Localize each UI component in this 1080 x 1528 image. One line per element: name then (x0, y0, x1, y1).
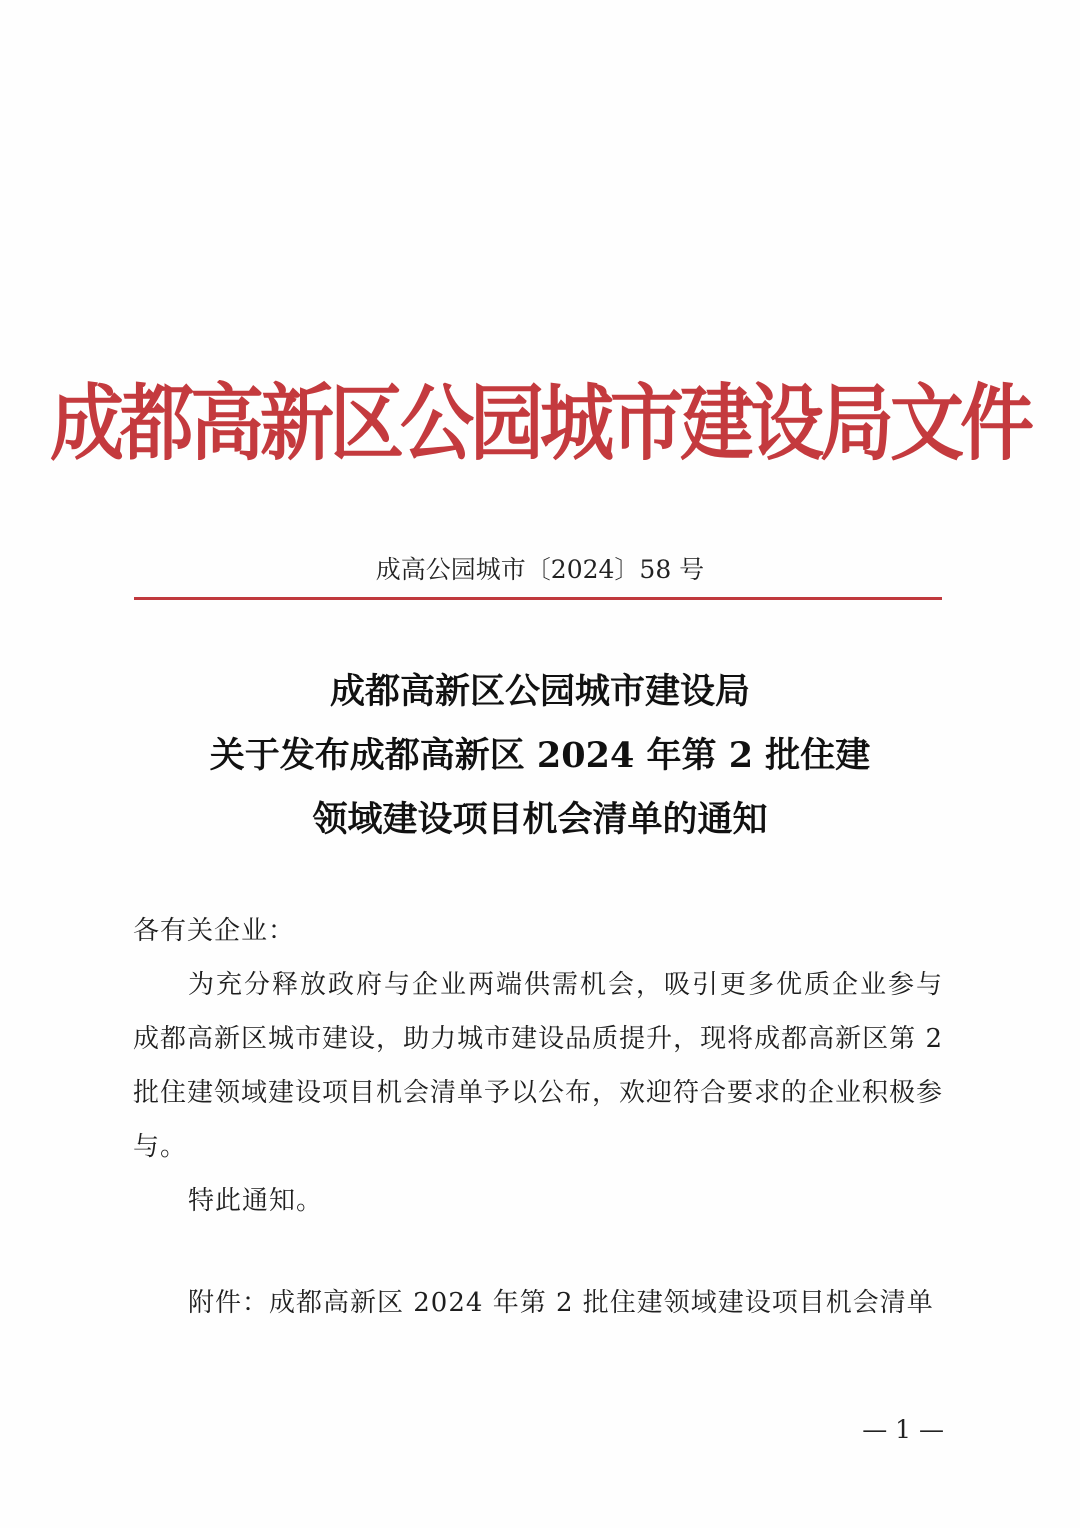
notice-body (133, 904, 943, 1228)
notice-title (0, 660, 1080, 852)
notice-title-line-1: 成都高新区公园城市建设局 (329, 671, 750, 712)
document-number: 成高公园城市〔2024〕58 号 (375, 555, 705, 584)
notice-title-line-3: 领域建设项目机会清单的通知 (312, 799, 768, 840)
closing-line: 特此通知。 (188, 1186, 324, 1216)
salutation: 各有关企业： (133, 916, 296, 946)
page-number: — 1 — (862, 1415, 944, 1444)
red-divider-line (134, 597, 942, 600)
body-paragraph: 为充分释放政府与企业两端供需机会，吸引更多优质企业参与成都高新区城市建设，助力城市建设品质提升，现将成都高新区第 2 批住建领域建设项目机会清单予以公布，欢迎符合要求的企业积极参与。 (133, 970, 944, 1162)
attachment-line: 附件：成都高新区 2024 年第 2 批住建领域建设项目机会清单 (188, 1288, 934, 1318)
notice-title-line-2: 关于发布成都高新区 2024 年第 2 批住建 (209, 735, 871, 776)
agency-header-title: 成都高新区公园城市建设局文件 (50, 375, 1030, 473)
